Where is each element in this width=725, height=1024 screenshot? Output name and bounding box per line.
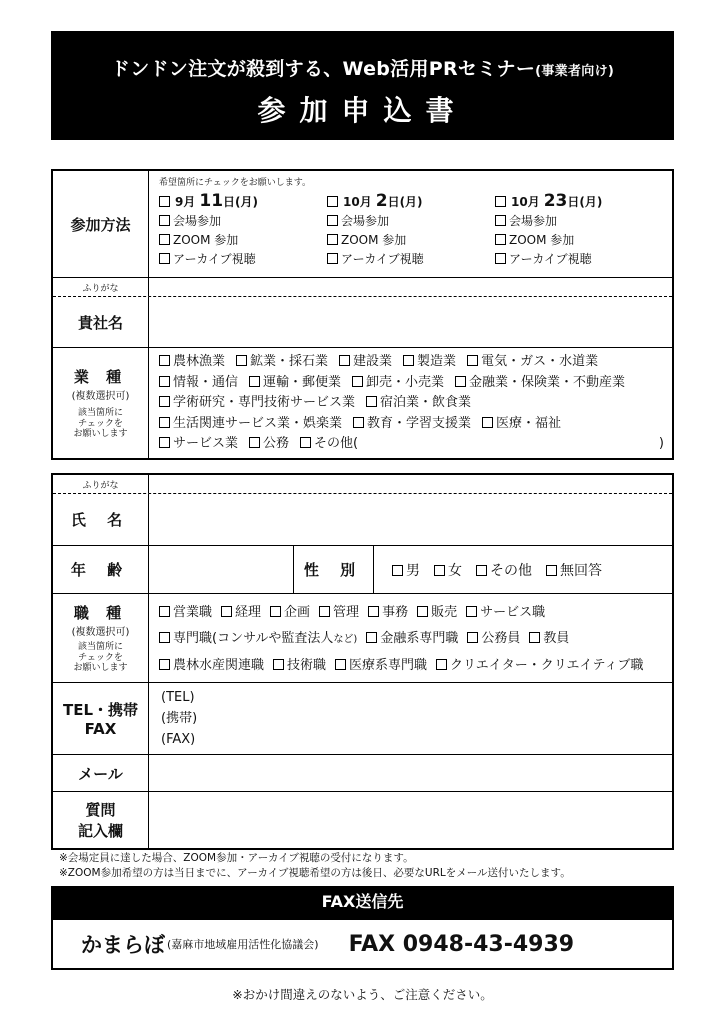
checkbox[interactable] [403,355,414,366]
company-name-field[interactable] [149,297,672,347]
checkbox[interactable] [221,606,232,617]
checkbox[interactable] [159,417,170,428]
fax-heading: FAX送信先 [51,886,674,918]
checkbox[interactable] [300,437,311,448]
name-furigana-field[interactable] [149,475,672,493]
job-option[interactable]: 販売 [417,605,457,620]
industry-option[interactable]: 情報・通信 [159,375,238,390]
job-option[interactable]: 経理 [221,605,261,620]
industry-option[interactable]: 卸売・小売業 [352,375,444,390]
age-gender-row [53,546,672,594]
session-date: 9月 11日(月) [159,192,327,212]
checkbox[interactable] [319,606,330,617]
checkbox[interactable] [417,606,428,617]
checkbox[interactable] [159,437,170,448]
checkbox[interactable] [159,606,170,617]
checkbox[interactable] [353,417,364,428]
checkbox[interactable] [159,659,170,670]
job-option[interactable]: サービス職 [466,605,545,620]
checkbox[interactable] [466,606,477,617]
checkbox[interactable] [546,565,557,576]
industry-option[interactable]: 公務 [249,436,289,451]
org-name: かまらぼ [81,933,165,957]
job-option[interactable]: 管理 [319,605,359,620]
industry-options [149,348,672,458]
furigana-label: ふりがな [53,475,149,493]
gender-option[interactable]: 無回答 [546,560,602,580]
industry-option[interactable]: 宿泊業・飲食業 [366,395,471,410]
session-option[interactable]: ZOOM 参加 [159,231,327,250]
job-option[interactable]: 営業職 [159,605,212,620]
session-option[interactable]: アーカイブ視聴 [327,250,495,269]
gender-option[interactable]: その他 [476,560,532,580]
checkbox[interactable] [249,376,260,387]
gender-options [374,546,602,593]
checkbox[interactable] [159,196,170,207]
checkbox[interactable] [249,437,260,448]
checkbox[interactable] [159,396,170,407]
session-option[interactable]: ZOOM 参加 [495,231,663,250]
checkbox[interactable] [335,659,346,670]
org-subname: (嘉麻市地域雇用活性化協議会) [167,938,319,951]
form-title: 参加申込書 [257,94,468,127]
checkbox[interactable] [339,355,350,366]
checkbox[interactable] [366,396,377,407]
title-banner [51,31,674,140]
notes: ※会場定員に達した場合、ZOOM参加・アーカイブ視聴の受付になります。 ※ZOOM参加希望の方は当日までに、アーカイブ視聴希望の方は後日、必要なURLをメール送付いたします。 [59,852,571,879]
checkbox[interactable] [159,376,170,387]
job-option[interactable]: 医療系専門職 [335,658,427,673]
job-option[interactable]: 農林水産関連職 [159,658,264,673]
fax-box [51,918,674,970]
checkbox[interactable] [159,234,170,245]
session-column [327,192,495,269]
contact-line: (TEL) [161,690,195,705]
industry-option[interactable]: 鉱業・採石業 [236,354,328,369]
session-column [495,192,663,269]
session-option[interactable]: 会場参加 [495,212,663,231]
name-field[interactable] [149,494,672,545]
checkbox[interactable] [159,253,170,264]
checkbox[interactable] [270,606,281,617]
session-date: 10月 23日(月) [495,192,663,212]
method-options [149,171,672,277]
company-label: 貴社名 [53,297,149,347]
checkbox[interactable] [368,606,379,617]
industry-option[interactable]: 医療・福祉 [482,416,561,431]
checkbox[interactable] [159,215,170,226]
session-option[interactable]: ZOOM 参加 [327,231,495,250]
gender-label: 性 別 [294,546,374,593]
industry-option[interactable]: 生活関連サービス業・娯楽業 [159,416,342,431]
session-option[interactable]: アーカイブ視聴 [159,250,327,269]
job-option[interactable]: クリエイター・クリエイティブ職 [436,658,643,673]
furigana-label: ふりがな [53,278,149,296]
mail-row [53,755,672,792]
checkbox[interactable] [495,234,506,245]
checkbox[interactable] [159,632,170,643]
job-option[interactable]: 専門職(コンサルや監査法人など) [159,631,357,646]
contact-line: (FAX) [161,732,196,747]
contact-fields[interactable] [149,683,672,754]
checkbox[interactable] [273,659,284,670]
industry-option[interactable]: 運輸・郵便業 [249,375,341,390]
checkbox[interactable] [482,417,493,428]
checkbox[interactable] [327,215,338,226]
industry-row [53,348,672,458]
checkbox[interactable] [495,215,506,226]
checkbox[interactable] [436,659,447,670]
furigana-row [53,278,672,297]
personal-section [51,473,674,850]
checkbox[interactable] [327,253,338,264]
gender-option[interactable]: 女 [434,560,462,580]
checkbox[interactable] [467,355,478,366]
industry-label: 業 種 (複数選択可) 該当箇所に チェックを お願いします [53,348,149,458]
checkbox[interactable] [236,355,247,366]
age-label: 年 齢 [53,546,149,593]
checkbox[interactable] [495,196,506,207]
company-row [53,297,672,348]
fax-number: FAX 0948-43-4939 [348,931,575,957]
name-label: 氏 名 [53,494,149,545]
contact-line: (携帯) [161,711,198,726]
checkbox[interactable] [159,355,170,366]
industry-option[interactable]: その他( [300,436,358,451]
job-option[interactable]: 教員 [529,631,569,646]
checkbox[interactable] [434,565,445,576]
session-option[interactable]: 会場参加 [159,212,327,231]
checkbox[interactable] [495,253,506,264]
gender-option[interactable]: 男 [392,560,420,580]
industry-option[interactable]: 農林漁業 [159,354,225,369]
name-row [53,494,672,546]
job-option[interactable]: 金融系専門職 [366,631,458,646]
checkbox[interactable] [529,632,540,643]
session-option[interactable]: アーカイブ視聴 [495,250,663,269]
mail-field[interactable] [149,755,672,791]
company-section [51,169,674,460]
job-option[interactable]: 事務 [368,605,408,620]
checkbox[interactable] [467,632,478,643]
industry-option[interactable]: 電気・ガス・水道業 [467,354,598,369]
question-label: 質問 記入欄 [53,792,149,848]
job-option[interactable]: 公務員 [467,631,520,646]
checkbox[interactable] [327,234,338,245]
session-column [159,192,327,269]
industry-option[interactable]: 教育・学習支援業 [353,416,471,431]
other-close-paren: ) [658,436,664,451]
method-label: 参加方法 [53,171,149,277]
name-furigana-row [53,475,672,494]
job-label: 職 種 (複数選択可) 該当箇所に チェックを お願いします [53,594,149,682]
checkbox[interactable] [366,632,377,643]
company-furigana-field[interactable] [149,278,672,296]
checkbox[interactable] [476,565,487,576]
age-field[interactable] [149,546,294,593]
job-option[interactable]: 企画 [270,605,310,620]
question-field[interactable] [149,792,672,848]
job-option[interactable]: 技術職 [273,658,326,673]
session-date: 10月 2日(月) [327,192,495,212]
industry-option[interactable]: 学術研究・専門技術サービス業 [159,395,355,410]
industry-option[interactable]: 建設業 [339,354,392,369]
checkbox[interactable] [392,565,403,576]
industry-option[interactable]: 製造業 [403,354,456,369]
job-options [149,594,672,682]
method-row [53,171,672,278]
job-row [53,594,672,683]
industry-option[interactable]: 金融業・保険業・不動産業 [455,375,625,390]
mail-label: メール [53,755,149,791]
method-hint: 希望箇所にチェックをお願いします。 [159,178,312,188]
seminar-title: ドンドン注文が殺到する、Web活用PRセミナー(事業者向け) [110,58,615,80]
contact-label: TEL・携帯 FAX [53,683,149,754]
checkbox[interactable] [327,196,338,207]
session-option[interactable]: 会場参加 [327,212,495,231]
footer-note: ※おかけ間違えのないよう、ご注意ください。 [232,987,493,1002]
contact-row [53,683,672,755]
question-row [53,792,672,848]
industry-option[interactable]: サービス業 [159,436,238,451]
checkbox[interactable] [352,376,363,387]
checkbox[interactable] [455,376,466,387]
